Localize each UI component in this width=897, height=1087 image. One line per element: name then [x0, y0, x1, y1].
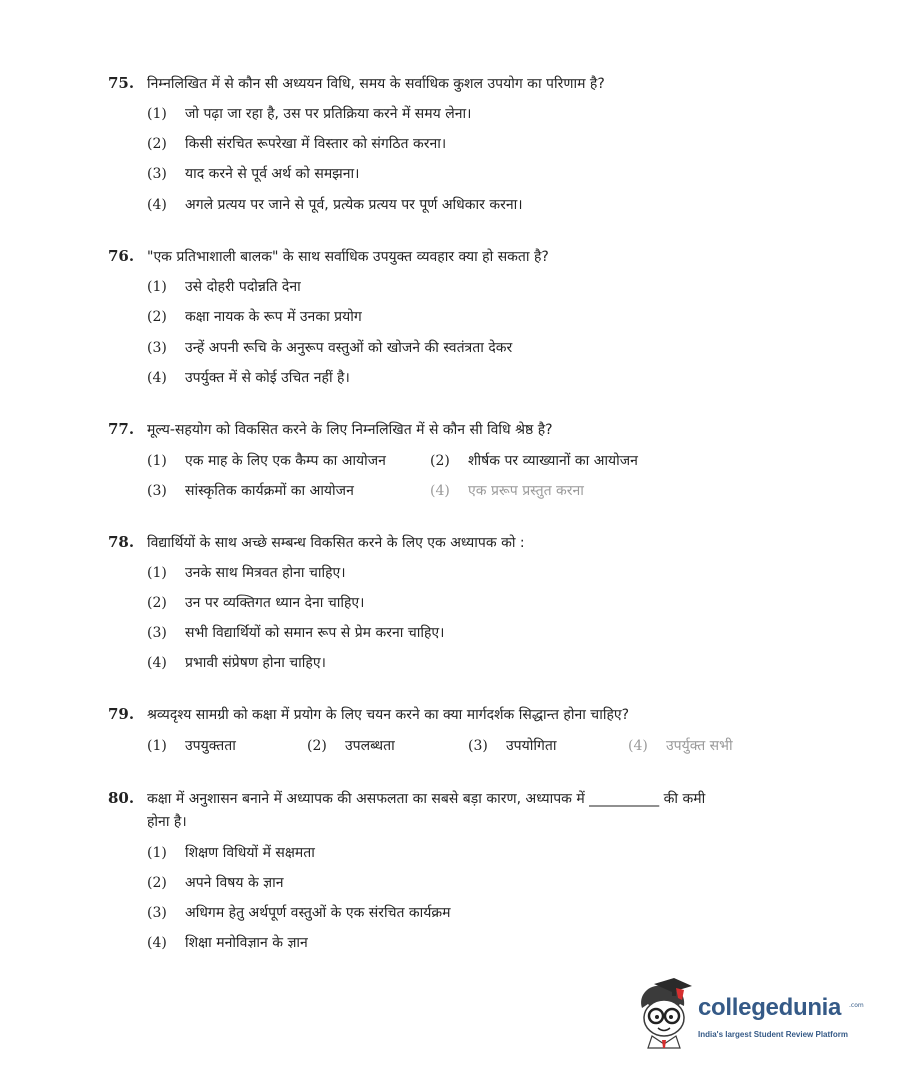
option-2: (2) शीर्षक पर व्याख्यानों का आयोजन: [430, 453, 638, 469]
graduate-mascot-icon: [634, 978, 696, 1050]
option-1: (1) शिक्षण विधियों में सक्षमता: [147, 845, 315, 861]
question-text: "एक प्रतिभाशाली बालक" के साथ सर्वाधिक उपयुक्त व्यवहार क्या हो सकता है?: [147, 249, 549, 265]
option-2: (2) कक्षा नायक के रूप में उनका प्रयोग: [147, 309, 362, 325]
option-4: (4) उपर्युक्त में से कोई उचित नहीं है।: [147, 370, 350, 386]
option-4: (4) एक प्ररूप प्रस्तुत करना: [430, 483, 584, 499]
question-number: 79.: [108, 705, 135, 723]
logo-domain-suffix: .com: [849, 1002, 864, 1009]
option-1: (1) उनके साथ मित्रवत होना चाहिए।: [147, 565, 346, 581]
option-2: (2) उन पर व्यक्तिगत ध्यान देना चाहिए।: [147, 595, 365, 611]
option-3: (3) अधिगम हेतु अर्थपूर्ण वस्तुओं के एक संरचित कार्यक्रम: [147, 905, 451, 921]
question-text-continued: होना है।: [147, 814, 187, 830]
option-3: (3) सभी विद्यार्थियों को समान रूप से प्रेम करना चाहिए।: [147, 625, 445, 641]
option-3: (3) उपयोगिता: [468, 738, 557, 754]
option-2: (2) उपलब्धता: [307, 738, 395, 754]
logo-wordmark: collegedunia: [698, 994, 842, 1021]
option-1: (1) एक माह के लिए एक कैम्प का आयोजन: [147, 453, 386, 469]
question-number: 77.: [108, 420, 135, 438]
question-number: 80.: [108, 789, 135, 807]
question-text: निम्नलिखित में से कौन सी अध्ययन विधि, समय के सर्वाधिक कुशल उपयोग का परिणाम है?: [147, 76, 605, 92]
logo-tagline: India's largest Student Review Platform: [698, 1030, 848, 1039]
option-4: (4) शिक्षा मनोविज्ञान के ज्ञान: [147, 935, 308, 951]
question-text: श्रव्यदृश्य सामग्री को कक्षा में प्रयोग के लिए चयन करने का क्या मार्गदर्शक सिद्धान्त होना चाहिए?: [147, 707, 630, 723]
option-4: (4) अगले प्रत्यय पर जाने से पूर्व, प्रत्येक प्रत्यय पर पूर्ण अधिकार करना।: [147, 197, 523, 213]
question-number: 76.: [108, 247, 135, 265]
option-4: (4) उपर्युक्त सभी: [628, 738, 733, 754]
option-3: (3) सांस्कृतिक कार्यक्रमों का आयोजन: [147, 483, 354, 499]
option-1: (1) उपयुक्तता: [147, 738, 236, 754]
question-text: विद्यार्थियों के साथ अच्छे सम्बन्ध विकसित करने के लिए एक अध्यापक को :: [147, 535, 525, 551]
option-2: (2) अपने विषय के ज्ञान: [147, 875, 284, 891]
option-2: (2) किसी संरचित रूपरेखा में विस्तार को संगठित करना।: [147, 136, 447, 152]
option-1: (1) उसे दोहरी पदोन्नति देना: [147, 279, 301, 295]
option-1: (1) जो पढ़ा जा रहा है, उस पर प्रतिक्रिया करने में समय लेना।: [147, 106, 472, 122]
option-3: (3) उन्हें अपनी रूचि के अनुरूप वस्तुओं को खोजने की स्वतंत्रता देकर: [147, 340, 513, 356]
collegedunia-logo: [634, 978, 866, 1050]
question-number: 78.: [108, 533, 135, 551]
option-4: (4) प्रभावी संप्रेषण होना चाहिए।: [147, 655, 326, 671]
question-number: 75.: [108, 74, 135, 92]
option-3: (3) याद करने से पूर्व अर्थ को समझना।: [147, 166, 360, 182]
question-text: मूल्य-सहयोग को विकसित करने के लिए निम्नलिखित में से कौन सी विधि श्रेष्ठ है?: [147, 422, 553, 438]
question-text: कक्षा में अनुशासन बनाने में अध्यापक की असफलता का सबसे बड़ा कारण, अध्यापक में __________ की कमी: [147, 791, 706, 807]
